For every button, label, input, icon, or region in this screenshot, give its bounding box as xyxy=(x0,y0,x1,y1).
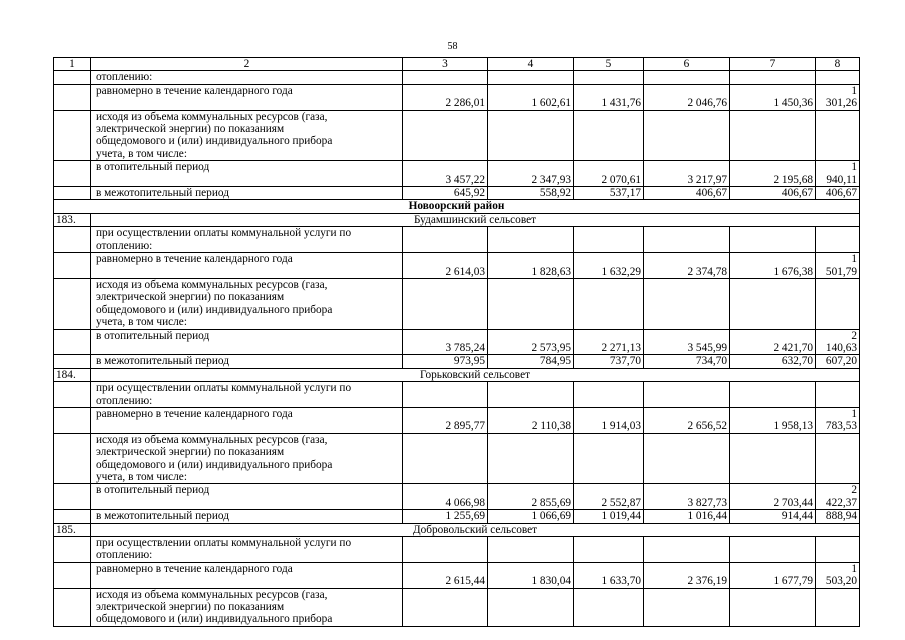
description-line: учета, в том числе: xyxy=(96,471,187,483)
value-cell: 2 070,61 xyxy=(574,161,644,187)
value-cell: 2 855,69 xyxy=(488,484,574,510)
empty-value-cell xyxy=(644,382,730,408)
empty-value-cell xyxy=(816,71,860,84)
data-row xyxy=(54,562,860,588)
value-cell: 1 958,13 xyxy=(730,407,816,433)
value-cell: 1 940,11 xyxy=(816,161,860,187)
value-cell: 2 895,77 xyxy=(403,407,488,433)
description-line: учета, в том числе: xyxy=(96,316,187,329)
description-row xyxy=(54,71,860,84)
value-cell: 888,94 xyxy=(816,510,860,523)
value-cell: 1 632,29 xyxy=(574,253,644,279)
value-cell: 3 827,73 xyxy=(644,484,730,510)
description-cell xyxy=(91,433,403,484)
row-number-cell xyxy=(54,433,91,484)
description-line: общедомового и (или) индивидуального прибора xyxy=(96,135,333,148)
empty-value-cell xyxy=(488,382,574,408)
row-number-cell xyxy=(54,484,91,510)
data-row xyxy=(54,161,860,187)
empty-value-cell xyxy=(730,227,816,253)
description-line: электрической энергии) по показаниям xyxy=(96,601,285,614)
value-cell: 406,67 xyxy=(730,187,816,200)
value-cell: 2 195,68 xyxy=(730,161,816,187)
row-number-cell xyxy=(54,537,91,563)
value-cell: 1 914,03 xyxy=(574,407,644,433)
empty-value-cell xyxy=(644,110,730,161)
value-cell: 1 066,69 xyxy=(488,510,574,523)
value-cell: 2 703,44 xyxy=(730,484,816,510)
value-cell: 3 457,22 xyxy=(403,161,488,187)
row-label: в отопительный период xyxy=(91,161,403,187)
value-cell: 1 016,44 xyxy=(644,510,730,523)
description-line: исходя из объема коммунальных ресурсов (газа, xyxy=(96,588,328,601)
description-line: отоплению: xyxy=(96,394,153,407)
column-header: 4 xyxy=(488,58,574,71)
row-label: в межотопительный период xyxy=(91,510,403,523)
empty-value-cell xyxy=(816,433,860,484)
column-header: 5 xyxy=(574,58,644,71)
description-line: общедомового и (или) индивидуального прибора xyxy=(96,303,333,316)
row-number-cell xyxy=(54,278,91,329)
value-cell: 2 110,38 xyxy=(488,407,574,433)
value-cell: 914,44 xyxy=(730,510,816,523)
value-cell: 2 614,03 xyxy=(403,253,488,279)
row-number-cell xyxy=(54,588,91,626)
row-number-cell xyxy=(54,253,91,279)
row-number-cell xyxy=(54,187,91,200)
data-row xyxy=(54,329,860,355)
empty-value-cell xyxy=(574,71,644,84)
description-line: при осуществлении оплаты коммунальной услуги по xyxy=(96,227,352,240)
value-cell: 1 503,20 xyxy=(816,562,860,588)
description-line: электрической энергии) по показаниям xyxy=(96,123,285,136)
empty-value-cell xyxy=(488,433,574,484)
empty-value-cell xyxy=(816,110,860,161)
data-row xyxy=(54,187,860,200)
value-cell: 632,70 xyxy=(730,355,816,368)
row-number-cell xyxy=(54,407,91,433)
section-number: 185. xyxy=(54,523,91,536)
empty-value-cell xyxy=(574,588,644,626)
value-cell: 1 019,44 xyxy=(574,510,644,523)
empty-value-cell xyxy=(816,382,860,408)
empty-value-cell xyxy=(816,537,860,563)
description-cell xyxy=(91,382,403,408)
column-header: 1 xyxy=(54,58,91,71)
description-cell xyxy=(91,227,403,253)
description-line: отоплению: xyxy=(96,239,153,252)
description-cell xyxy=(91,588,403,626)
value-cell: 2 573,95 xyxy=(488,329,574,355)
description-line: общедомового и (или) индивидуального прибора xyxy=(96,458,333,471)
description-line: исходя из объема коммунальных ресурсов (газа, xyxy=(96,433,328,446)
column-header: 3 xyxy=(403,58,488,71)
empty-value-cell xyxy=(644,588,730,626)
value-cell: 3 217,97 xyxy=(644,161,730,187)
value-cell: 406,67 xyxy=(644,187,730,200)
column-header: 2 xyxy=(91,58,403,71)
empty-value-cell xyxy=(574,110,644,161)
row-label: равномерно в течение календарного года xyxy=(91,84,403,110)
row-label: в межотопительный период xyxy=(91,355,403,368)
row-label: в отопительный период xyxy=(91,484,403,510)
empty-value-cell xyxy=(644,433,730,484)
value-cell: 3 785,24 xyxy=(403,329,488,355)
value-cell: 1 450,36 xyxy=(730,84,816,110)
value-cell: 2 376,19 xyxy=(644,562,730,588)
row-number-cell xyxy=(54,71,91,84)
value-cell: 2 347,93 xyxy=(488,161,574,187)
section-title: Горьковский сельсовет xyxy=(91,368,860,381)
value-cell: 2 656,52 xyxy=(644,407,730,433)
district-title: Новоорский район xyxy=(54,200,860,213)
section-title: Добровольский сельсовет xyxy=(91,523,860,536)
empty-value-cell xyxy=(730,382,816,408)
empty-value-cell xyxy=(403,71,488,84)
row-label: равномерно в течение календарного года xyxy=(91,253,403,279)
value-cell: 2 140,63 xyxy=(816,329,860,355)
empty-value-cell xyxy=(574,227,644,253)
value-cell: 2 421,70 xyxy=(730,329,816,355)
description-line: отоплению: xyxy=(96,549,153,562)
description-line: общедомового и (или) индивидуального прибора xyxy=(96,613,333,626)
row-number-cell xyxy=(54,227,91,253)
value-cell: 558,92 xyxy=(488,187,574,200)
district-row xyxy=(54,200,860,213)
value-cell: 2 046,76 xyxy=(644,84,730,110)
description-row xyxy=(54,110,860,161)
empty-value-cell xyxy=(730,71,816,84)
value-cell: 2 552,87 xyxy=(574,484,644,510)
empty-value-cell xyxy=(730,433,816,484)
table-body xyxy=(54,71,860,626)
empty-value-cell xyxy=(403,110,488,161)
value-cell: 1 783,53 xyxy=(816,407,860,433)
row-number-cell xyxy=(54,562,91,588)
row-number-cell xyxy=(54,84,91,110)
empty-value-cell xyxy=(403,433,488,484)
description-row xyxy=(54,382,860,408)
value-cell: 645,92 xyxy=(403,187,488,200)
value-cell: 4 066,98 xyxy=(403,484,488,510)
value-cell: 973,95 xyxy=(403,355,488,368)
section-row xyxy=(54,213,860,226)
value-cell: 737,70 xyxy=(574,355,644,368)
description-line: учета, в том числе: xyxy=(96,147,187,160)
description-row xyxy=(54,537,860,563)
empty-value-cell xyxy=(403,537,488,563)
row-number-cell xyxy=(54,382,91,408)
empty-value-cell xyxy=(403,227,488,253)
section-row xyxy=(54,368,860,381)
empty-value-cell xyxy=(488,71,574,84)
empty-value-cell xyxy=(488,110,574,161)
column-header: 8 xyxy=(816,58,860,71)
description-line: электрической энергии) по показаниям xyxy=(96,446,285,459)
empty-value-cell xyxy=(488,227,574,253)
empty-value-cell xyxy=(574,382,644,408)
value-cell: 784,95 xyxy=(488,355,574,368)
empty-value-cell xyxy=(403,588,488,626)
description-line: исходя из объема коммунальных ресурсов (газа, xyxy=(96,110,328,123)
empty-value-cell xyxy=(730,110,816,161)
column-header: 7 xyxy=(730,58,816,71)
empty-value-cell xyxy=(574,433,644,484)
empty-value-cell xyxy=(730,588,816,626)
description-row xyxy=(54,278,860,329)
description-cell xyxy=(91,278,403,329)
empty-value-cell xyxy=(644,227,730,253)
row-number-cell xyxy=(54,355,91,368)
row-label: в межотопительный период xyxy=(91,187,403,200)
column-number-row xyxy=(54,58,860,71)
description-row xyxy=(54,588,860,626)
value-cell: 1 633,70 xyxy=(574,562,644,588)
value-cell: 734,70 xyxy=(644,355,730,368)
data-row xyxy=(54,510,860,523)
row-label: в отопительный период xyxy=(91,329,403,355)
description-row xyxy=(54,227,860,253)
value-cell: 1 431,76 xyxy=(574,84,644,110)
empty-value-cell xyxy=(488,588,574,626)
row-number-cell xyxy=(54,510,91,523)
empty-value-cell xyxy=(644,278,730,329)
value-cell: 1 828,63 xyxy=(488,253,574,279)
empty-value-cell xyxy=(488,537,574,563)
page-number: 58 xyxy=(447,41,458,52)
row-number-cell xyxy=(54,329,91,355)
value-cell: 1 255,69 xyxy=(403,510,488,523)
empty-value-cell xyxy=(644,71,730,84)
description-line: отоплению: xyxy=(96,71,153,84)
empty-value-cell xyxy=(816,227,860,253)
empty-value-cell xyxy=(644,537,730,563)
description-cell xyxy=(91,71,403,84)
data-row xyxy=(54,407,860,433)
data-row xyxy=(54,355,860,368)
value-cell: 3 545,99 xyxy=(644,329,730,355)
data-row xyxy=(54,253,860,279)
empty-value-cell xyxy=(403,278,488,329)
value-cell: 2 422,37 xyxy=(816,484,860,510)
value-cell: 1 677,79 xyxy=(730,562,816,588)
empty-value-cell xyxy=(574,537,644,563)
description-line: при осуществлении оплаты коммунальной услуги по xyxy=(96,537,352,550)
value-cell: 2 374,78 xyxy=(644,253,730,279)
description-row xyxy=(54,433,860,484)
value-cell: 2 615,44 xyxy=(403,562,488,588)
column-header: 6 xyxy=(644,58,730,71)
row-label: равномерно в течение календарного года xyxy=(91,562,403,588)
value-cell: 406,67 xyxy=(816,187,860,200)
tariff-table xyxy=(53,57,860,627)
empty-value-cell xyxy=(730,278,816,329)
row-label: равномерно в течение календарного года xyxy=(91,407,403,433)
empty-value-cell xyxy=(816,588,860,626)
value-cell: 607,20 xyxy=(816,355,860,368)
empty-value-cell xyxy=(730,537,816,563)
description-cell xyxy=(91,537,403,563)
row-number-cell xyxy=(54,110,91,161)
value-cell: 1 301,26 xyxy=(816,84,860,110)
empty-value-cell xyxy=(816,278,860,329)
value-cell: 2 286,01 xyxy=(403,84,488,110)
section-row xyxy=(54,523,860,536)
row-number-cell xyxy=(54,161,91,187)
empty-value-cell xyxy=(403,382,488,408)
section-number: 184. xyxy=(54,368,91,381)
data-row xyxy=(54,484,860,510)
description-line: электрической энергии) по показаниям xyxy=(96,291,285,304)
value-cell: 1 602,61 xyxy=(488,84,574,110)
value-cell: 1 676,38 xyxy=(730,253,816,279)
value-cell: 1 501,79 xyxy=(816,253,860,279)
description-line: исходя из объема коммунальных ресурсов (газа, xyxy=(96,278,328,291)
section-title: Будамшинский сельсовет xyxy=(91,213,860,226)
description-line: при осуществлении оплаты коммунальной услуги по xyxy=(96,382,352,395)
value-cell: 537,17 xyxy=(574,187,644,200)
value-cell: 2 271,13 xyxy=(574,329,644,355)
section-number: 183. xyxy=(54,213,91,226)
data-row xyxy=(54,84,860,110)
empty-value-cell xyxy=(574,278,644,329)
value-cell: 1 830,04 xyxy=(488,562,574,588)
description-cell xyxy=(91,110,403,161)
empty-value-cell xyxy=(488,278,574,329)
